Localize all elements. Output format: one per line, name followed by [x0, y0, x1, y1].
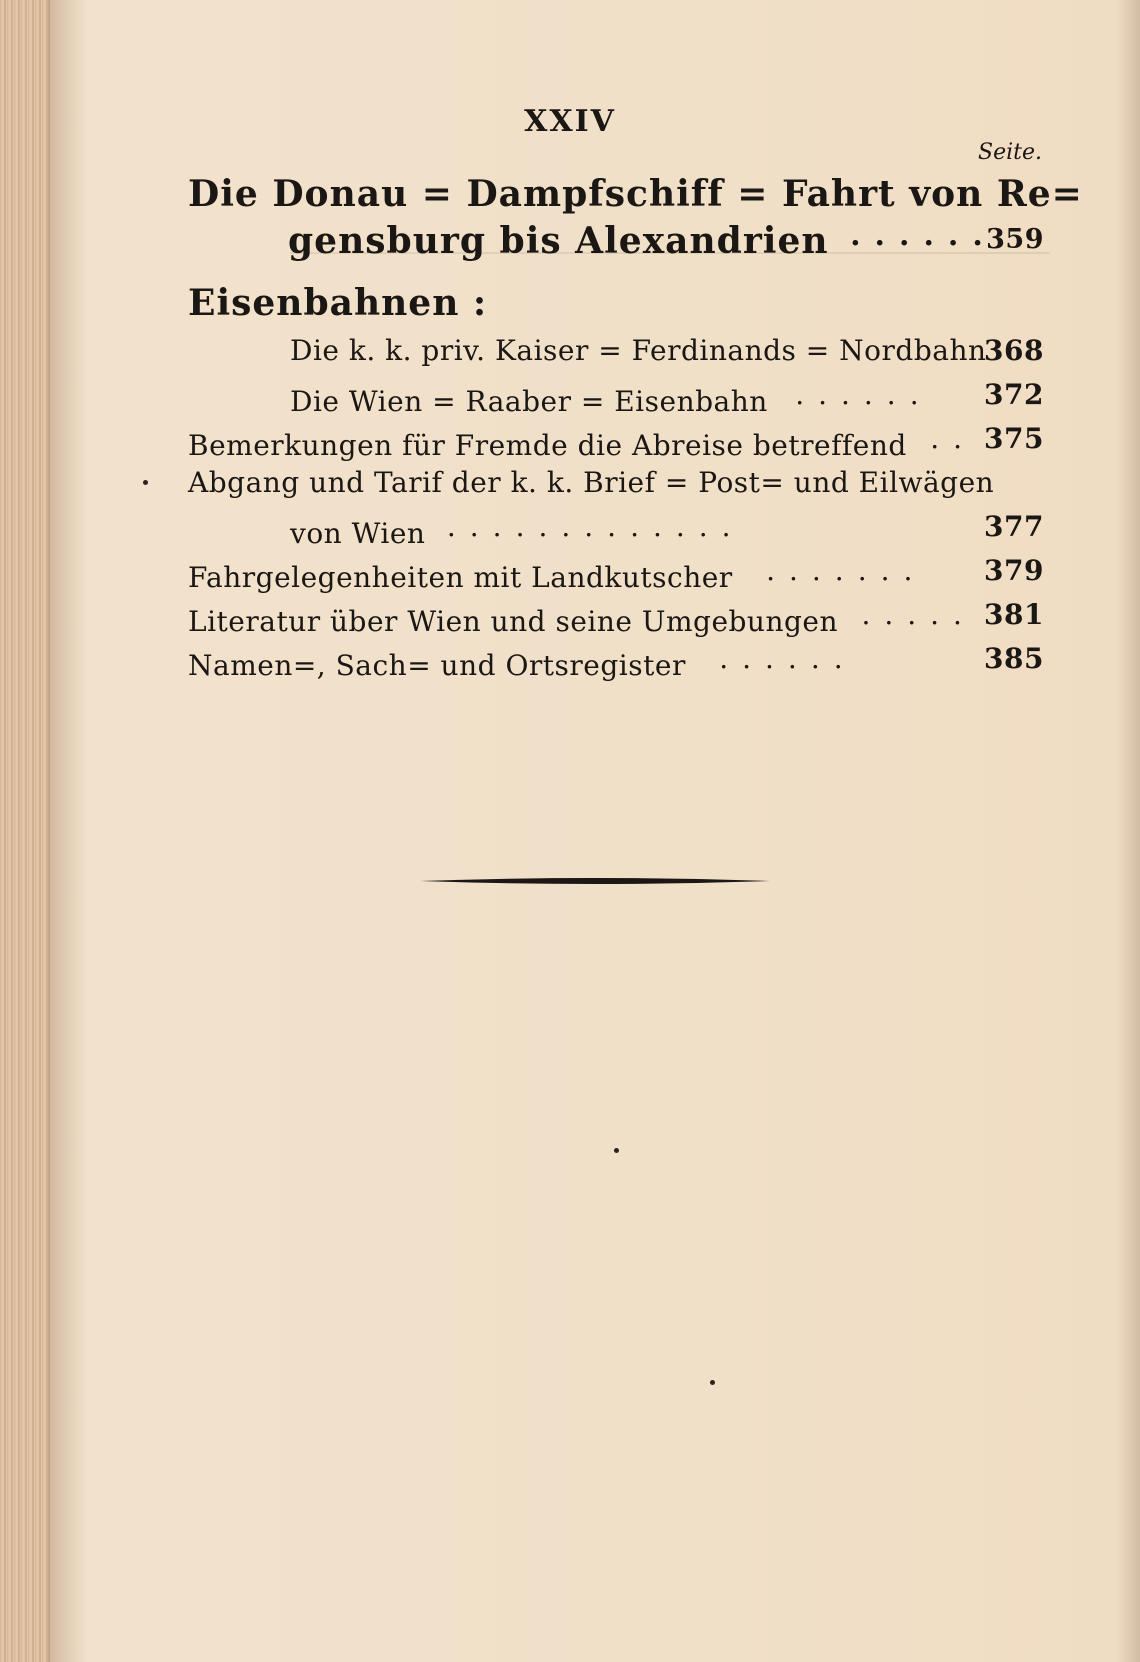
toc-page-number: 375: [984, 422, 1044, 455]
toc-entry-title: Die Wien = Raaber = Eisenbahn: [290, 385, 768, 418]
toc-entry-donau: [188, 173, 1083, 215]
toc-entry-title: Bemerkungen für Fremde die Abreise betreffend: [188, 429, 907, 462]
toc-entry-title: Eisenbahnen :: [188, 282, 488, 324]
toc-page-number: 368: [984, 334, 1044, 367]
leader-dots: ......: [719, 642, 857, 675]
toc-entry-title: von Wien: [290, 517, 426, 550]
decorative-rule: [420, 876, 770, 886]
page-number: XXIV: [524, 104, 616, 139]
leader-dots: ......: [795, 378, 933, 411]
leader-dots: .............: [446, 510, 745, 543]
toc-page-number: 385: [984, 642, 1044, 675]
toc-page-number: 372: [984, 378, 1044, 411]
toc-page-number: 359: [986, 224, 1044, 255]
toc-entry-title: Abgang und Tarif der k. k. Brief = Post= und Eilwägen: [188, 466, 995, 499]
toc-entry-title: Die k. k. priv. Kaiser = Ferdinands = Nordbahn: [290, 334, 987, 367]
toc-entry-donau-line2: [288, 218, 1044, 262]
toc-page-number: 377: [984, 510, 1044, 543]
toc-entry-title: gensburg bis Alexandrien: [288, 220, 829, 262]
ink-speck: [614, 1148, 619, 1153]
toc-section-eisenbahnen: [188, 282, 487, 324]
ink-speck: [710, 1380, 715, 1385]
leader-dots: .......: [766, 554, 927, 587]
toc-entry-bemerkungen: [188, 422, 1044, 462]
leader-dots: ......: [850, 218, 997, 253]
toc-entry-title: Fahrgelegenheiten mit Landkutscher: [188, 561, 733, 594]
toc-entry-register: [188, 642, 1044, 682]
leader-dots: .....: [861, 598, 976, 631]
toc-entry-abgang: [188, 466, 994, 499]
toc-entry-raaber: [290, 378, 1044, 418]
ink-speck: [143, 480, 148, 485]
toc-entry-title: Namen=, Sach= und Ortsregister: [188, 649, 686, 682]
toc-entry-title: Literatur über Wien und seine Umgebungen: [188, 605, 839, 638]
toc-page-number: 379: [984, 554, 1044, 587]
seite-column-label: Seite.: [978, 140, 1042, 165]
toc-entry-title: Die Donau = Dampfschiff = Fahrt von Re=: [188, 173, 1083, 215]
leader-dots: ..: [930, 422, 977, 455]
toc-entry-fahrgelegenheiten: [188, 554, 1044, 594]
toc-page-number: 381: [984, 598, 1044, 631]
toc-entry-literatur: [188, 598, 1044, 638]
toc-entry-nordbahn: [290, 334, 1044, 367]
toc-entry-abgang-line2: [290, 510, 1044, 550]
